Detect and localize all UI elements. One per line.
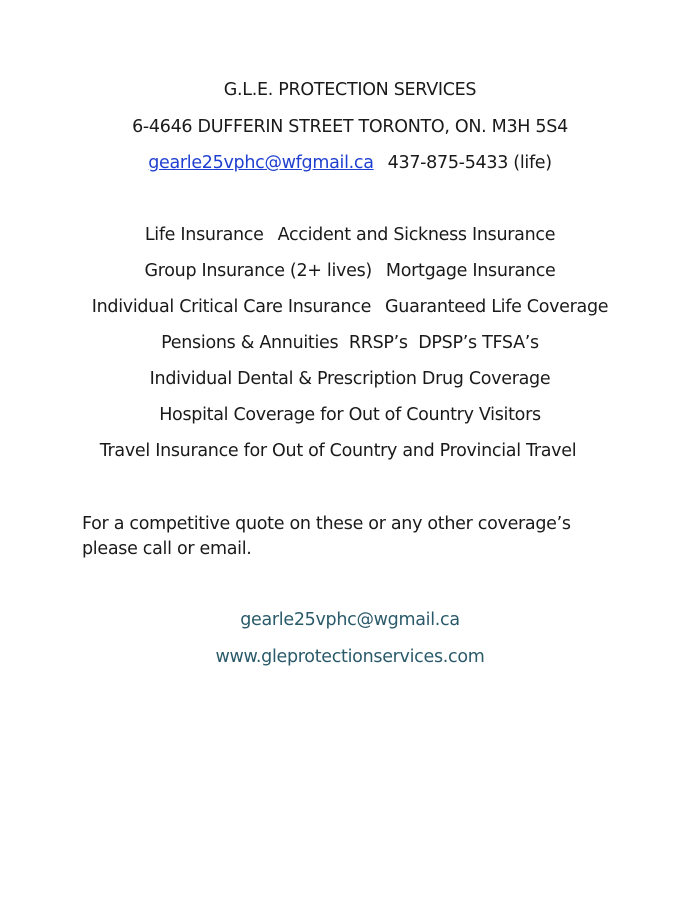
service-guaranteed-life: Guaranteed Life Coverage [385, 297, 609, 317]
services-row-6: Hospital Coverage for Out of Country Visitors [159, 405, 541, 425]
footer-email[interactable]: gearle25vphc@wgmail.ca [240, 610, 460, 630]
services-row-1 [0, 224, 700, 246]
service-group-insurance: Group Insurance (2+ lives) [144, 261, 372, 281]
services-row-5: Individual Dental & Prescription Drug Coverage [149, 369, 551, 389]
header-email-link[interactable]: gearle25vphc@wfgmail.ca [148, 153, 374, 173]
service-critical-care: Individual Critical Care Insurance [91, 297, 372, 317]
quote-paragraph [82, 512, 622, 562]
services-row-3 [0, 296, 700, 318]
services-row-7: Travel Insurance for Out of Country and Provincial Travel [99, 441, 577, 461]
service-mortgage-insurance: Mortgage Insurance [385, 261, 556, 281]
services-row-4: Pensions & Annuities RRSP’s DPSP’s TFSA’s [161, 333, 539, 353]
quote-line-1: For a competitive quote on these or any other coverage’s [82, 514, 571, 534]
company-name: G.L.E. PROTECTION SERVICES [223, 80, 477, 100]
service-accident-sickness: Accident and Sickness Insurance [277, 225, 556, 245]
phone-number: 437-875-5433 (life) [387, 153, 552, 173]
quote-line-2: please call or email. [82, 539, 252, 559]
company-address: 6-4646 DUFFERIN STREET TORONTO, ON. M3H 5S4 [132, 117, 568, 137]
services-row-2 [0, 260, 700, 282]
footer-website[interactable]: www.gleprotectionservices.com [215, 647, 485, 667]
contact-line [0, 152, 700, 174]
service-life-insurance: Life Insurance [144, 225, 264, 245]
